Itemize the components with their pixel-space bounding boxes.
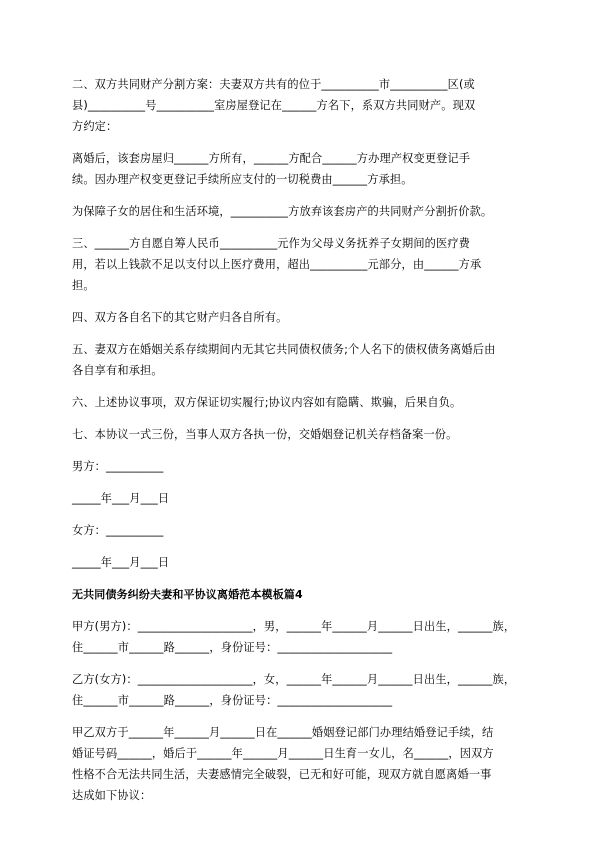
text-line: 担。: [72, 279, 95, 292]
medical-expense-clause: [72, 233, 522, 296]
text-line: 甲方(男方)：____________________，男，______年______月______日出生，______族，: [72, 620, 516, 633]
female-signature-line: 女方：__________: [72, 524, 164, 537]
agreement-intro: [72, 722, 522, 806]
text-line: 二、双方共同财产分割方案：夫妻双方共有的位于__________市__________区(或: [72, 78, 475, 91]
text-line: 三、______方自愿自筹人民币__________元作为父母义务抚养子女期间的医疗费: [72, 237, 471, 250]
section-heading: 无共同债务纠纷夫妻和平协议离婚范本模板篇4: [72, 588, 303, 601]
text-line: 离婚后，该套房屋归______方所有，______方配合______方办理产权变更登记手: [72, 152, 471, 165]
male-date-line: _____年___月___日: [72, 492, 170, 505]
party-a-info: [72, 616, 522, 658]
text-line: 甲乙双方于______年______月______日在______婚姻登记部门办理结婚登记手续，结: [72, 726, 494, 739]
male-signature-line: 男方：__________: [72, 460, 164, 473]
text-line: 五、妻双方在婚姻关系存续期间内无其它共同债权债务;个人名下的债权债务离婚后由: [72, 343, 496, 356]
document-page: [72, 74, 522, 806]
debt-clause: [72, 339, 522, 381]
performance-clause: 六、上述协议事项，双方保证切实履行;协议内容如有隐瞒、欺骗，后果自负。: [72, 396, 462, 409]
text-line: 达成如下协议：: [72, 789, 152, 802]
text-line: 用，若以上钱款不足以支付以上医疗费用，超出__________元部分，由______方承: [72, 258, 482, 271]
copies-clause: 七、本协议一式三份，当事人双方各执一份，交婚姻登记机关存档备案一份。: [72, 428, 458, 441]
children-housing-clause: 为保障子女的居住和生活环境，__________方放弃该套房产的共同财产分割折价款。: [72, 205, 493, 218]
text-line: 婚证号码______，婚后于______年______月______日生育一女儿，名______，因双方: [72, 747, 494, 760]
house-ownership-clause: [72, 148, 522, 190]
text-line: 县)__________号__________室房屋登记在______方名下，系双方共同财产。现双: [72, 99, 476, 112]
text-line: 住______市______路______，身份证号：____________________: [72, 641, 393, 654]
party-b-info: [72, 669, 522, 711]
text-line: 性格不合无法共同生活，夫妻感情完全破裂，已无和好可能，现双方就自愿离婚一事: [72, 768, 492, 781]
text-line: 乙方(女方)：____________________，女，______年______月______日出生，______族，: [72, 673, 516, 686]
text-line: 续。因办理产权变更登记手续所应支付的一切税费由______方承担。: [72, 173, 413, 186]
text-line: 各自享有和承担。: [72, 364, 163, 377]
property-division-clause: [72, 74, 522, 137]
other-property-clause: 四、双方各自名下的其它财产归各自所有。: [72, 311, 288, 324]
text-line: 方约定：: [72, 120, 118, 133]
female-date-line: _____年___月___日: [72, 556, 170, 569]
text-line: 住______市______路______，身份证号：____________________: [72, 694, 393, 707]
